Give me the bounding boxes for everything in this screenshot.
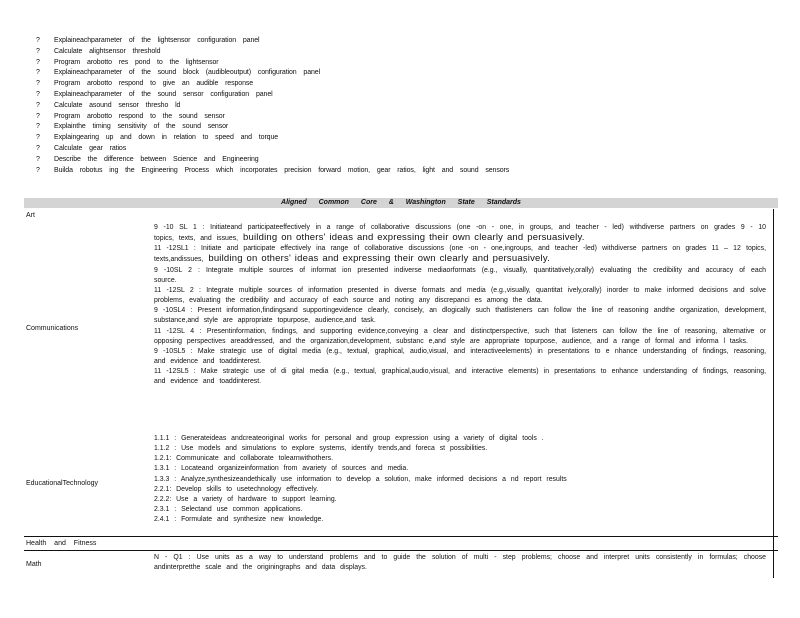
list-item-text: Explaingearing up and down in relation to speed and torque [54, 134, 279, 142]
list-item [24, 47, 784, 58]
list-item [24, 68, 784, 79]
bullet-marker: ? [36, 112, 40, 120]
list-item-text: Program arobotto respond to give an audible response [54, 80, 254, 88]
list-item [24, 112, 784, 123]
bullet-marker: ? [36, 144, 40, 152]
standard-emphasis: building on others' ideas and expressing their own clearly and persuasively. [243, 232, 585, 244]
standard-text: 11 -12SL5 : Make strategic use of di gital media (e.g., textual, graphical,audio,visual, and interactive elements) in presentations to enhance understanding of findings, reasoning, and evidence and toaddinterest. [154, 368, 766, 386]
standard-entry [154, 286, 766, 306]
bullet-marker: ? [36, 58, 40, 66]
list-item [24, 133, 784, 144]
standard-entry [154, 347, 766, 367]
standard-entry [154, 367, 766, 387]
communications-standards [154, 223, 766, 388]
list-item-text: Calculate asound sensor thresho ld [54, 101, 181, 109]
list-item-text: Calculate alightsensor threshold [54, 47, 161, 55]
list-item-text: Builda robotus ing the Engineering Process which incorporates precision forward motion, gear ratios, light and sound sensors [54, 166, 510, 174]
list-item-text: Explainthe timing sensitivity of the sound sensor [54, 123, 229, 131]
bullet-marker: ? [36, 37, 40, 44]
bullet-marker: ? [36, 101, 40, 109]
subject-communications: Communications [26, 325, 79, 332]
standard-text: 9 -10 SL 1 : Initiateand participateeffectively in a range of collaborative discussions (one -on - one, in groups, and teacher - led) withdiverse partners on grades 9 - 10 topics, texts, and issues, [154, 224, 766, 243]
standard-entry: 2.3.1 : Selectand use common applications. [154, 506, 303, 514]
standard-text: 11 -12SL 2 : Integrate multiple sources of information presented in diverse formats and media (e.g.,visually, quantitat ively,orally) inorder to make informed decisions and solve problems, evaluating the credibility and accuracy of each source and noting any discrepanci es among the data. [154, 286, 766, 305]
standard-text: 11 -12SL1 : Initiate and participate effectively ina range of collaborative discussions (one -on - one,ingroups, and teacher -led) withdiverse partners on grades 11 – 12 topics, texts,andissues, [154, 245, 766, 264]
bullet-marker: ? [36, 134, 40, 142]
bullet-marker: ? [36, 69, 40, 77]
subject-art: Art [26, 212, 35, 219]
standard-emphasis: building on others' ideas and expressing their own clearly and persuasively. [208, 253, 550, 265]
subject-health-fitness: Health and Fitness [26, 540, 97, 547]
standard-entry: 1.1.2 : Use models and simulations to explore systems, identify trends,and foreca st possibilities. [154, 445, 488, 453]
standard-entry: 1.3.3 : Analyze,synthesizeandethically use information to develop a solution, make informed decisions a nd report results [154, 475, 567, 483]
standard-entry [154, 306, 766, 326]
list-item [24, 101, 784, 112]
standard-text: 9 -10SL 2 : Integrate multiple sources of informat ion presented indiverse mediaorformats (e.g., visually, quantitatively,orally) evaluating the credibility and accuracy of each source. [154, 266, 766, 284]
objectives-list [24, 36, 784, 176]
list-item-text: Explaineachparameter of the sound sensor configuration panel [54, 90, 273, 98]
list-item [24, 79, 784, 90]
row-divider [24, 550, 778, 551]
standard-entry: N - Q1 : Use units as a way to understand problems and to guide the solution of multi - step problems; choose and interpret units consistently in formulas; choose andinterpretthe scale and the originingraphs and data displays. [154, 554, 766, 572]
bullet-marker: ? [36, 47, 40, 55]
standard-entry [154, 327, 766, 347]
standard-entry: 1.1.1 : Generateideas andcreateoriginal works for personal and group expression using a variety of digital tools . [154, 435, 544, 442]
bullet-marker: ? [36, 80, 40, 88]
bullet-marker: ? [36, 123, 40, 131]
standard-text: 11 -12SL 4 : Presentinformation, findings, and supporting evidence,conveying a clear and distinctperspective, such that listeners can follow the line of reasoning, alternative or opposing perspectives areaddressed, and the organization,development, substanc e,and style are appropriate topurpose, audience, and a range of formal and informa l tasks. [154, 327, 766, 345]
standard-entry: 2.2.2: Use a variety of hardware to support learning. [154, 495, 337, 503]
bullet-marker: ? [36, 155, 40, 163]
list-item [24, 144, 784, 155]
list-item-text: Calculate gear ratios [54, 144, 127, 152]
bullet-marker: ? [36, 90, 40, 98]
list-item-text: Program arobotto res pond to the lightsensor [54, 58, 219, 66]
list-item [24, 166, 784, 177]
bullet-marker: ? [36, 166, 40, 174]
math-standards [154, 553, 766, 573]
row-divider [24, 536, 778, 537]
list-item [24, 90, 784, 101]
list-item [24, 155, 784, 166]
table-right-border [773, 209, 774, 578]
standard-entry [154, 223, 766, 244]
list-item-text: Explaineachparameter of the lightsensor configuration panel [54, 37, 260, 44]
standard-entry: 1.3.1 : Locateand organizeinformation from avariety of sources and media. [154, 465, 409, 473]
list-item [24, 58, 784, 69]
standard-entry [154, 244, 766, 265]
standard-text: 9 -10SL5 : Make strategic use of digital media (e.g., textual, graphical, audio,visual, and interactiveelements) in presentations to e nhance understanding of findings, reasoning, and evidence and toaddinterest. [154, 347, 766, 366]
standards-header: Aligned Common Core & Washington State Standards [24, 198, 778, 208]
list-item-text: Explaineachparameter of the sound block (audibleoutput) configuration panel [54, 69, 321, 77]
list-item-text: Describe the difference between Science and Engineering [54, 155, 259, 163]
standard-entry: 2.4.1 : Formulate and synthesize new knowledge. [154, 516, 324, 524]
list-item-text: Program arobotto respond to the sound sensor [54, 112, 225, 120]
standard-text: 9 -10SL4 : Present information,findingsand supportingevidence clearly, concisely, an dlogically such thatlisteners can follow the line of reasoning andthe organization, development, substance,and style are appropriate topurpose, audience,and task. [154, 307, 766, 325]
subject-educational-technology: EducationalTechnology [26, 480, 98, 487]
standard-entry: 2.2.1: Develop skills to usetechnology effectively. [154, 485, 319, 493]
standard-entry [154, 266, 766, 286]
list-item [24, 122, 784, 133]
list-item [24, 36, 784, 47]
edtech-standards [154, 434, 766, 525]
standard-entry: 1.2.1: Communicate and collaborate tolearnwithothers. [154, 455, 334, 463]
subject-math: Math [26, 561, 42, 568]
